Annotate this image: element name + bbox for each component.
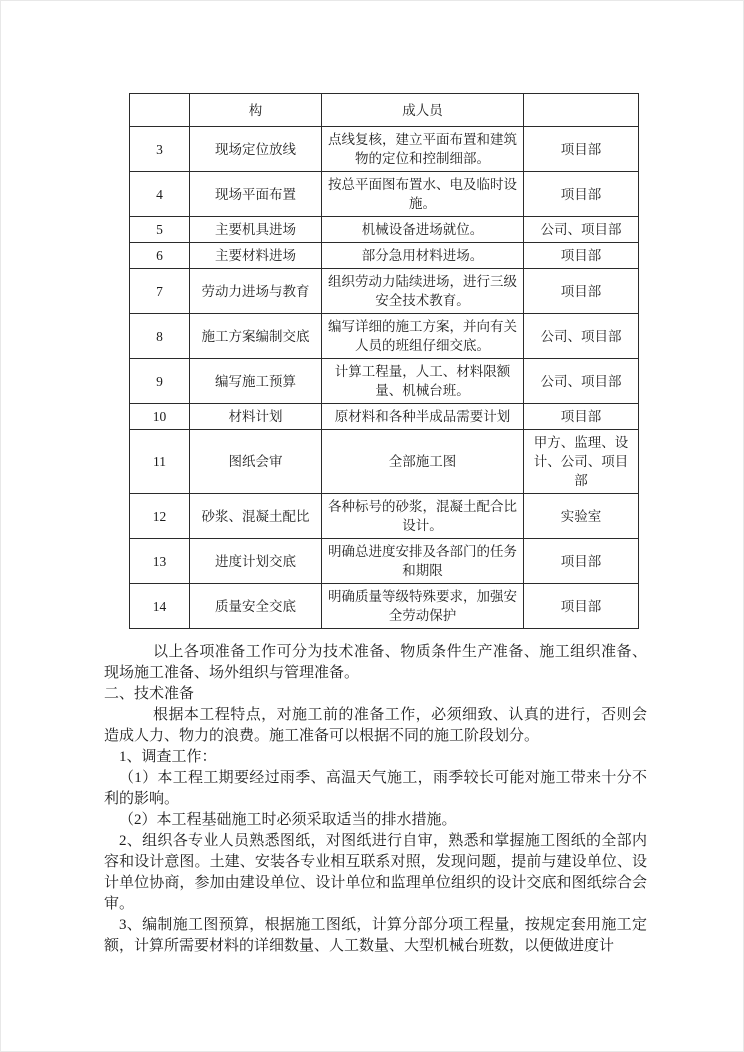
table-row <box>130 269 639 314</box>
row-number-cell: 7 <box>130 269 190 314</box>
row-number-cell: 10 <box>130 404 190 430</box>
table-header-cell <box>524 94 639 127</box>
owner-cell: 项目部 <box>524 172 639 217</box>
content-cell: 部分急用材料进场。 <box>322 243 524 269</box>
preparation-table <box>129 93 639 629</box>
content-cell: 按总平面图布置水、电及临时设施。 <box>322 172 524 217</box>
owner-cell: 公司、项目部 <box>524 359 639 404</box>
table-row <box>130 404 639 430</box>
row-number-cell: 8 <box>130 314 190 359</box>
paragraph: 以上各项准备工作可分为技术准备、物质条件生产准备、施工组织准备、现场施工准备、场外组织与管理准备。 <box>104 644 647 681</box>
content-cell: 各种标号的砂浆，混凝土配合比设计。 <box>322 494 524 539</box>
owner-cell: 实验室 <box>524 494 639 539</box>
item-cell: 现场平面布置 <box>190 172 322 217</box>
content-cell: 原材料和各种半成品需要计划 <box>322 404 524 430</box>
table-header-cell <box>130 94 190 127</box>
content-cell: 组织劳动力陆续进场，进行三级安全技术教育。 <box>322 269 524 314</box>
row-number-cell: 4 <box>130 172 190 217</box>
owner-cell: 项目部 <box>524 584 639 629</box>
paragraph: 根据本工程特点，对施工前的准备工作，必须细致、认真的进行，否则会造成人力、物力的浪费。施工准备可以根据不同的施工阶段划分。 <box>104 707 647 744</box>
list-item: （2）本工程基础施工时必须采取适当的排水措施。 <box>119 812 457 828</box>
content-cell: 计算工程量，人工、材料限额量、机械台班。 <box>322 359 524 404</box>
item-cell: 砂浆、混凝土配比 <box>190 494 322 539</box>
owner-cell: 项目部 <box>524 539 639 584</box>
item-cell: 材料计划 <box>190 404 322 430</box>
owner-cell: 公司、项目部 <box>524 217 639 243</box>
row-number-cell: 9 <box>130 359 190 404</box>
table-row <box>130 127 639 172</box>
table-row <box>130 584 639 629</box>
row-number-cell: 14 <box>130 584 190 629</box>
table-row <box>130 359 639 404</box>
table-row <box>130 243 639 269</box>
item-cell: 劳动力进场与教育 <box>190 269 322 314</box>
row-number-cell: 12 <box>130 494 190 539</box>
table-header-cell: 构 <box>190 94 322 127</box>
item-cell: 主要材料进场 <box>190 243 322 269</box>
list-item: 2、组织各专业人员熟悉图纸，对图纸进行自审，熟悉和掌握施工图纸的全部内容和设计意图。土建、安装各专业相互联系对照，发现问题，提前与建设单位、设计单位协商，参加由建设单位、设计单位和监理单位组织的设计交底和图纸综合会审。 <box>104 833 647 912</box>
item-cell: 主要机具进场 <box>190 217 322 243</box>
owner-cell: 项目部 <box>524 404 639 430</box>
table-row <box>130 539 639 584</box>
body-text <box>104 642 647 957</box>
row-number-cell: 5 <box>130 217 190 243</box>
item-cell: 质量安全交底 <box>190 584 322 629</box>
item-cell: 进度计划交底 <box>190 539 322 584</box>
table-row <box>130 430 639 494</box>
content-cell: 明确质量等级特殊要求，加强安全劳动保护 <box>322 584 524 629</box>
owner-cell: 项目部 <box>524 269 639 314</box>
content-cell: 明确总进度安排及各部门的任务和期限 <box>322 539 524 584</box>
section-heading: 二、技术准备 <box>104 686 195 702</box>
row-number-cell: 3 <box>130 127 190 172</box>
owner-cell: 甲方、监理、设计、公司、项目部 <box>524 430 639 494</box>
list-item: 1、调查工作： <box>119 749 217 765</box>
item-cell: 现场定位放线 <box>190 127 322 172</box>
content-cell: 全部施工图 <box>322 430 524 494</box>
table-header-cell: 成人员 <box>322 94 524 127</box>
table-row <box>130 172 639 217</box>
item-cell: 图纸会审 <box>190 430 322 494</box>
list-item: 3、编制施工图预算，根据施工图纸，计算分部分项工程量，按规定套用施工定额，计算所需要材料的详细数量、人工数量、大型机械台班数，以便做进度计 <box>104 917 647 954</box>
list-item: （1）本工程工期要经过雨季、高温天气施工，雨季较长可能对施工带来十分不利的影响。 <box>104 770 647 807</box>
owner-cell: 项目部 <box>524 243 639 269</box>
item-cell: 编写施工预算 <box>190 359 322 404</box>
row-number-cell: 13 <box>130 539 190 584</box>
table-row <box>130 494 639 539</box>
row-number-cell: 6 <box>130 243 190 269</box>
content-cell: 点线复核，建立平面布置和建筑物的定位和控制细部。 <box>322 127 524 172</box>
owner-cell: 公司、项目部 <box>524 314 639 359</box>
table-row <box>130 217 639 243</box>
owner-cell: 项目部 <box>524 127 639 172</box>
table-header-row <box>130 94 639 127</box>
content-cell: 编写详细的施工方案，并向有关人员的班组仔细交底。 <box>322 314 524 359</box>
item-cell: 施工方案编制交底 <box>190 314 322 359</box>
content-cell: 机械设备进场就位。 <box>322 217 524 243</box>
row-number-cell: 11 <box>130 430 190 494</box>
table-row <box>130 314 639 359</box>
